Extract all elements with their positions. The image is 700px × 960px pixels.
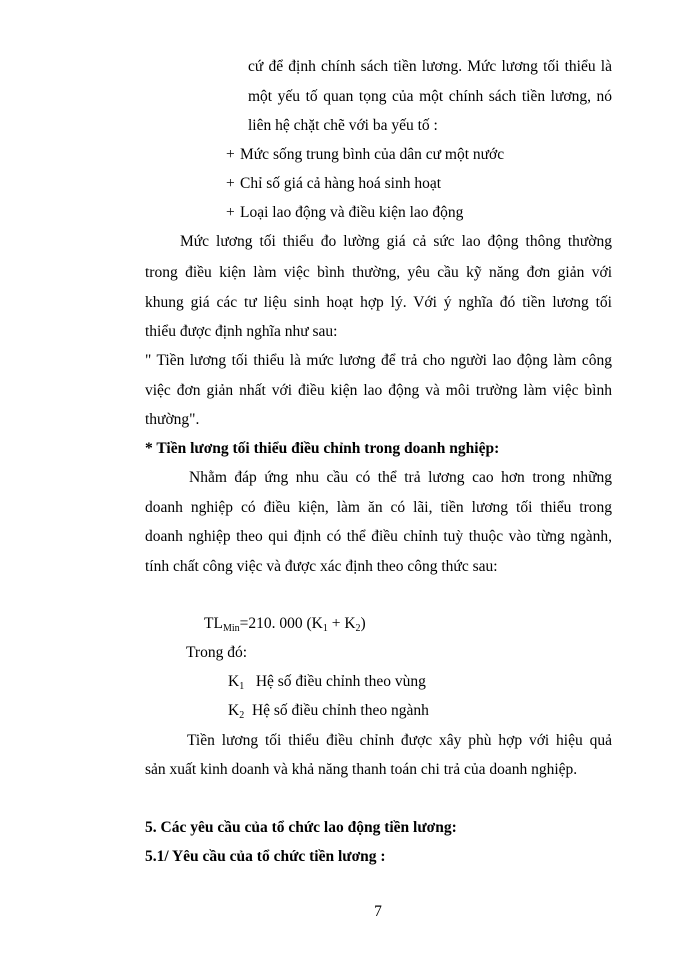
para2-line-2: doanh nghiệp có điều kiện, làm ăn có lãi, tiền lương tối thiểu trong: [145, 499, 612, 516]
definition-text: Hệ số điều chỉnh theo ngành: [251, 702, 429, 719]
para2-line-3: doanh nghiệp theo qui định có thể điều chỉnh tuỳ thuộc vào từng ngành,: [145, 528, 612, 545]
factor-item-3: [226, 203, 463, 223]
factor-text: Chỉ số giá cả hàng hoá sinh hoạt: [240, 175, 442, 192]
where-label: Trong đó:: [186, 644, 248, 661]
definition-text: Hệ số điều chỉnh theo vùng: [255, 673, 426, 690]
plus-marker: +: [226, 204, 235, 221]
quote-line-1: " Tiền lương tối thiểu là mức lương để trả cho người lao động làm công: [145, 352, 612, 369]
para2-line-1: Nhằm đáp ứng nhu cầu có thể trả lương cao hơn trong những: [189, 469, 612, 486]
intro-line-1: cứ để định chính sách tiền lương. Mức lương tối thiểu là: [248, 58, 612, 75]
definition-k2: [228, 701, 429, 721]
formula-k1-sub: 1: [322, 623, 328, 634]
definition-sub: 2: [239, 710, 245, 721]
definition-symbol: K: [228, 673, 240, 690]
plus-marker: +: [226, 146, 235, 163]
heading-section-5: 5. Các yêu cầu của tổ chức lao động tiền lương:: [145, 819, 457, 836]
quote-line-2: việc đơn giản nhất với điều kiện lao động và môi trường làm việc bình: [145, 382, 612, 399]
factor-text: Loại lao động và điều kiện lao động: [240, 204, 464, 221]
factor-text: Mức sống trung bình của dân cư một nước: [240, 146, 505, 163]
heading-adjusted-wage: * Tiền lương tối thiểu điều chỉnh trong doanh nghiệp:: [145, 440, 500, 457]
para1-line-2: trong điều kiện làm việc bình thường, yêu cầu kỹ năng đơn giản với: [145, 264, 612, 281]
formula-k2-sub: 2: [355, 623, 361, 634]
factor-item-2: [226, 174, 441, 194]
formula: [204, 614, 366, 634]
page-number: 7: [374, 903, 382, 920]
intro-line-2: một yếu tố quan tọng của một chính sách tiền lương, nó: [248, 88, 612, 105]
intro-line-3: liên hệ chặt chẽ với ba yếu tố :: [248, 117, 438, 134]
para2-line-4: tính chất công việc và được xác định theo công thức sau:: [145, 558, 498, 575]
plus-marker: +: [226, 175, 235, 192]
para3-line-2: sản xuất kinh doanh và khả năng thanh toán chi trả của doanh nghiệp.: [145, 761, 578, 778]
quote-line-3: thường".: [145, 411, 200, 428]
definition-k1: [228, 672, 426, 692]
formula-lhs: TL: [204, 615, 223, 632]
formula-lhs-sub: Min: [222, 623, 240, 634]
para3-line-1: Tiền lương tối thiểu điều chỉnh được xây phù hợp với hiệu quả: [187, 732, 612, 749]
formula-close: ): [360, 615, 366, 632]
formula-rhs: =210. 000 (K: [239, 615, 323, 632]
heading-section-5-1: 5.1/ Yêu cầu của tổ chức tiền lương :: [145, 848, 386, 865]
formula-plus: + K: [327, 615, 356, 632]
definition-sub: 1: [239, 681, 245, 692]
factor-item-1: [226, 145, 504, 165]
definition-symbol: K: [228, 702, 240, 719]
para1-line-1: Mức lương tối thiểu đo lường giá cả sức lao động thông thường: [180, 233, 612, 250]
para1-line-4: thiểu được định nghĩa như sau:: [145, 323, 338, 340]
para1-line-3: khung giá các tư liệu sinh hoạt hợp lý. Với ý nghĩa đó tiền lương tối: [145, 294, 612, 311]
